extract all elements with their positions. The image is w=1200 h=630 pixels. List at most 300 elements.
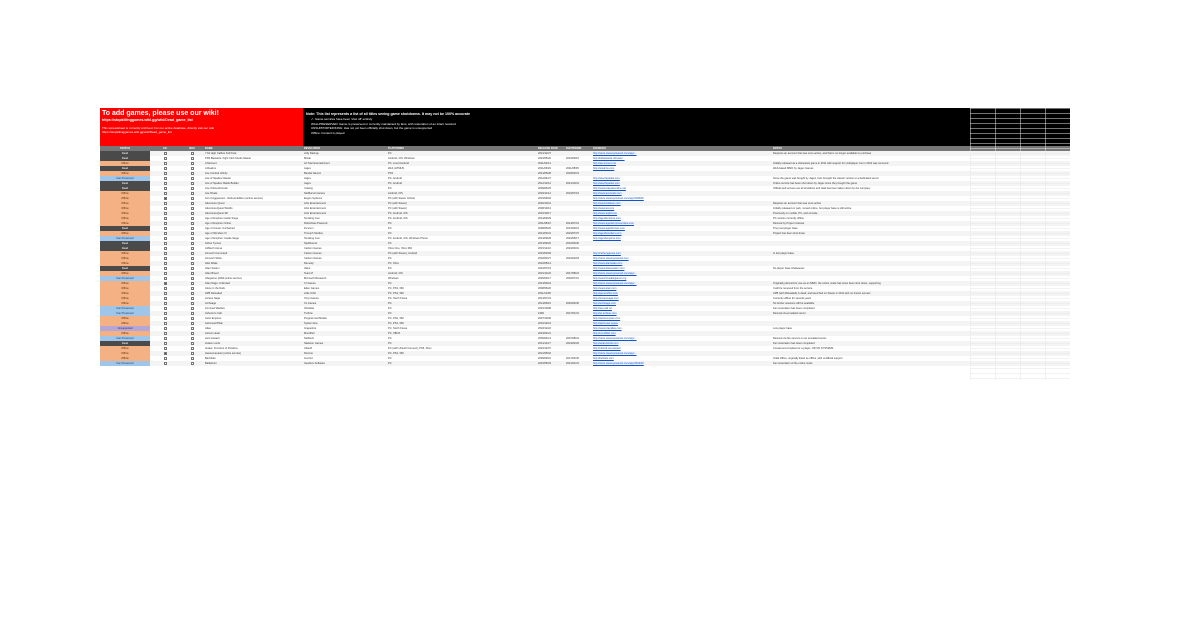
checkbox[interactable]: [191, 327, 194, 330]
checkbox[interactable]: [164, 197, 167, 200]
platform-cell: PC: [388, 307, 392, 310]
legend-item: ✓: Game services have been 'shut off' entirely: [311, 117, 373, 121]
status-cell: Dead: [100, 151, 150, 156]
checkbox[interactable]: [164, 312, 167, 315]
name-cell: Astro Empires: [205, 317, 222, 320]
notes-cell: Fan restoration has been completed: [773, 307, 815, 310]
notes-cell: Previously on mobile, PC, and console: [773, 212, 818, 215]
platform-cell: PC, PS4, 360: [388, 322, 404, 325]
platform-cell: PC, Linux/Android: [388, 162, 409, 165]
status-cell: Offline: [100, 301, 150, 306]
platform-cell: PC, PS4, 360: [388, 292, 404, 295]
platform-cell: PC: [388, 362, 392, 365]
notes-cell: Fan restoration has been completed: [773, 342, 815, 345]
status-cell: Offline: [100, 356, 150, 361]
release-cell: 2012/04/27: [538, 177, 551, 180]
checkbox[interactable]: [191, 217, 194, 220]
checkbox[interactable]: [164, 347, 167, 350]
name-cell: AdventureQuest 3D: [205, 212, 228, 215]
shutdown-cell: 2014/07/01: [566, 222, 579, 225]
shutdown-cell: 2013/09/01: [566, 227, 579, 230]
checkbox[interactable]: [191, 262, 194, 265]
checkbox[interactable]: [191, 172, 194, 175]
table-body: [100, 151, 1070, 366]
checkbox[interactable]: [164, 212, 167, 215]
platform-cell: PC: [388, 357, 392, 360]
name-cell: Avatar: Frontiers of Pandora: [205, 347, 238, 350]
notes-cell: Initially released on web, moved online, but player base is still active: [773, 207, 852, 210]
source-link[interactable]: http://badrats.com: [593, 357, 614, 360]
checkbox[interactable]: [164, 292, 167, 295]
release-cell: 2010/05/14: [538, 262, 551, 265]
status-cell: Dead: [100, 241, 150, 246]
platform-cell: Android, iOS: [388, 272, 403, 275]
shutdown-cell: 2019/07/07: [566, 232, 579, 235]
spreadsheet: [100, 108, 1070, 366]
checkbox[interactable]: [191, 362, 194, 365]
notes-cell: Online service has been shut down by Jagex since they bought the game: [773, 182, 858, 185]
checkbox[interactable]: [191, 157, 194, 160]
checkbox[interactable]: [191, 257, 194, 260]
checkbox[interactable]: [191, 267, 194, 270]
source-link[interactable]: http://www.atari.com: [593, 287, 617, 290]
release-cell: 2014/09/29: [538, 237, 551, 240]
checkbox[interactable]: [164, 302, 167, 305]
source-link[interactable]: http://www.freeallegiance.org: [593, 277, 627, 280]
checkbox[interactable]: [164, 267, 167, 270]
checkbox[interactable]: [191, 197, 194, 200]
checkbox[interactable]: [191, 202, 194, 205]
checkbox[interactable]: [164, 152, 167, 155]
name-cell: Ace of Spades Classic: [205, 177, 231, 180]
release-cell: 2011/08/16: [538, 222, 551, 225]
name-cell: Adventure Quest: [205, 202, 225, 205]
header-developer[interactable]: DEVELOPER: [304, 147, 320, 150]
checkbox[interactable]: [191, 297, 194, 300]
checkbox[interactable]: [164, 252, 167, 255]
checkbox[interactable]: [164, 157, 167, 160]
status-cell: Offline: [100, 346, 150, 351]
source-link[interactable]: http://www.battleon.com: [593, 202, 621, 205]
source-link[interactable]: http://www.playaceonline.net: [593, 187, 626, 190]
name-cell: Allegiance (2000 online service): [205, 277, 242, 280]
platform-cell: PC, Android, iOS, Windows Phone: [388, 237, 428, 240]
platform-cell: PC: [388, 267, 392, 270]
checkbox[interactable]: [164, 272, 167, 275]
notes-cell: No further sessions will be available: [773, 302, 815, 305]
checkbox[interactable]: [164, 277, 167, 280]
shutdown-cell: 2018/03/31: [566, 172, 579, 175]
source-link[interactable]: http://aceofspades.com: [593, 177, 620, 180]
developer-cell: Bandai Namco: [304, 172, 322, 175]
developer-cell: Grapeshot: [304, 327, 317, 330]
checkbox[interactable]: [191, 317, 194, 320]
developer-cell: Programmer/Mobile: [304, 317, 327, 320]
source-link[interactable]: http://www.aq.com: [593, 207, 615, 210]
checkbox[interactable]: [191, 287, 194, 290]
source-link[interactable]: http://astroempires.com: [593, 317, 621, 320]
checkbox[interactable]: [191, 212, 194, 215]
notes-cell: It will be removed from the service: [773, 287, 813, 290]
source-link[interactable]: http://store.steampowered.com/app/...: [593, 282, 637, 285]
source-link[interactable]: http://bitbastards.nl/news/...: [593, 157, 625, 160]
release-cell: 2014/11/17: [538, 342, 551, 345]
checkbox[interactable]: [164, 227, 167, 230]
checkbox[interactable]: [164, 202, 167, 205]
checkbox[interactable]: [164, 317, 167, 320]
name-cell: A Moment: [205, 162, 217, 165]
source-link[interactable]: http://arcanesaga.com: [593, 297, 619, 300]
checkbox[interactable]: [191, 192, 194, 195]
source-link[interactable]: http://carbongames.com: [593, 252, 621, 255]
source-link[interactable]: http://www.playatlas.com: [593, 327, 622, 330]
developer-cell: Remedy: [304, 262, 314, 265]
name-cell: Ace Online/Airrivals: [205, 187, 228, 190]
checkbox[interactable]: [164, 307, 167, 310]
notes-cell: Initially released as a shareware game in 2011 with support for multiplayer, but in 2014 was removed: [773, 162, 889, 165]
status-cell: Fan Preserved: [100, 306, 150, 311]
developer-cell: Artix Entertainment: [304, 207, 327, 210]
legend-item: WALLPRESERVED: Game is preserved or currently maintained by fans; with restoration of an intact restored: [311, 121, 456, 126]
source-link[interactable]: http://www.ageofconan.com: [593, 227, 625, 230]
check-cell[interactable]: [150, 361, 180, 366]
checkbox[interactable]: [191, 227, 194, 230]
box-cell[interactable]: [180, 361, 204, 366]
release-cell: 2012/12/12: [538, 182, 551, 185]
source-link[interactable]: http://store.steampowered.com: [593, 257, 629, 260]
name-cell: Airmech Command: [205, 252, 228, 255]
source-link[interactable]: http://asmoment.net: [593, 162, 616, 165]
developer-cell: Carbon Games: [304, 247, 322, 250]
status-cell: Offline: [100, 206, 150, 211]
source-link[interactable]: http://store.steampowered.com/app/...: [593, 337, 637, 340]
name-cell: Archeage: [205, 302, 217, 305]
checkbox[interactable]: [191, 252, 194, 255]
checkbox[interactable]: [191, 307, 194, 310]
checkbox[interactable]: [191, 272, 194, 275]
developer-cell: Eden Games: [304, 287, 320, 290]
developer-cell: Jagex: [304, 167, 311, 170]
checkbox[interactable]: [164, 287, 167, 290]
platform-cell: PC, Android, iOS: [388, 212, 408, 215]
header-notes[interactable]: NOTES: [773, 147, 782, 150]
developer-cell: NetDevil: [304, 337, 314, 340]
release-cell: 2008/10/13: [538, 207, 551, 210]
release-cell: 2016/03/09: [538, 252, 551, 255]
platform-cell: PC, PS4, 360: [388, 352, 404, 355]
checkbox[interactable]: [164, 337, 167, 340]
source-link[interactable]: http://ageofempires.com: [593, 217, 621, 220]
developer-cell: Smoking Gun: [304, 237, 320, 240]
developer-cell: NetMarvel Games: [304, 192, 325, 195]
checkbox[interactable]: [191, 302, 194, 305]
checkbox[interactable]: [191, 312, 194, 315]
developer-cell: Robot/Gas Powered: [304, 222, 328, 225]
checkbox[interactable]: [191, 247, 194, 250]
shutdown-cell: 2019/05/17: [566, 237, 579, 240]
source-link[interactable]: http://ageofempires.com: [593, 237, 621, 240]
checkbox[interactable]: [191, 292, 194, 295]
platform-cell: PC: [388, 222, 392, 225]
developer-cell: Microsoft Research: [304, 277, 327, 280]
status-cell: Offline: [100, 316, 150, 321]
status-cell: Dead: [100, 181, 150, 186]
release-cell: 2002/10/31: [538, 202, 551, 205]
release-cell: 2010/07/19: [538, 267, 551, 270]
legend-item: UNSUPPORTED/KING: Has not yet been officially shut down, but the game is unsupported: [311, 126, 433, 130]
release-cell: 2015/10/08: [538, 307, 551, 310]
release-cell: 2008/06/20: [538, 287, 551, 290]
banner-left: [100, 108, 303, 146]
platform-cell: PC: [388, 312, 392, 315]
header-name[interactable]: NAME: [205, 147, 213, 150]
status-cell: Offline: [100, 161, 150, 166]
name-cell: Arcane Saga: [205, 297, 220, 300]
source-link[interactable]: http://avalonlords.com: [593, 342, 619, 345]
source-link[interactable]: http://www.alienswarm.com: [593, 267, 625, 270]
checkbox[interactable]: [191, 277, 194, 280]
status-cell: Offline: [100, 296, 150, 301]
checkbox[interactable]: [164, 297, 167, 300]
checkbox[interactable]: [191, 357, 194, 360]
checkbox[interactable]: [191, 232, 194, 235]
source-link[interactable]: http://store.steampowered.com/app/...: [593, 352, 637, 355]
source-link[interactable]: http://ac.turbine.com: [593, 312, 617, 315]
release-cell: 2018/11/14: [538, 192, 551, 195]
release-cell: 2018/03/27: [538, 257, 551, 260]
checkbox[interactable]: [191, 242, 194, 245]
notes-cell: PC version currently offline: [773, 217, 804, 220]
checkbox[interactable]: [164, 167, 167, 170]
checkbox[interactable]: [164, 207, 167, 210]
developer-cell: Turbine: [304, 312, 313, 315]
source-link[interactable]: http://store.steampowered.com/app/...: [593, 152, 637, 155]
developer-cell: Skeleton Games: [304, 342, 324, 345]
developer-cell: Triumph Studios: [304, 232, 323, 235]
checkbox[interactable]: [164, 162, 167, 165]
release-cell: 2013/09/24: [538, 282, 551, 285]
disclaimer: Note: This list represents a list of all titles seeing game shutdowns. It may not be 100% accurate: [306, 112, 470, 116]
checkbox[interactable]: [191, 177, 194, 180]
checkbox[interactable]: [164, 182, 167, 185]
checkbox[interactable]: [164, 362, 167, 365]
checkbox[interactable]: [164, 262, 167, 265]
platform-cell: PC, Android: [388, 177, 402, 180]
source-link[interactable]: http://www.aq3d.com: [593, 212, 618, 215]
status-cell: Offline: [100, 231, 150, 236]
notes-cell: Project has been shut down: [773, 232, 806, 235]
header-platform[interactable]: PLATFORMS: [388, 147, 404, 150]
shutdown-cell: 2021/01/31: [566, 362, 579, 365]
release-cell: 2008/05/20: [538, 227, 551, 230]
notes-cell: Originally planned for use as an MMO, the online mode has since been shut down, supporting: [773, 282, 881, 285]
checkbox[interactable]: [191, 222, 194, 225]
checkbox[interactable]: [191, 207, 194, 210]
name-cell: Alien Rage: Unlimited: [205, 282, 230, 285]
name-cell: Astroneer/Plato: [205, 322, 223, 325]
checkbox[interactable]: [191, 152, 194, 155]
notes-cell: Initial offline, originally listed as offline, with unofficial support: [773, 357, 843, 360]
source-link[interactable]: http://ubisoft.com/avatar: [593, 347, 621, 350]
source-link[interactable]: http://store.steampowered.com/app/318020/: [593, 197, 644, 200]
source-link[interactable]: http://www.acerivals.com: [593, 192, 622, 195]
release-cell: 2011/02/14: [538, 162, 551, 165]
source-link[interactable]: http://archeage.com: [593, 302, 616, 305]
shutdown-cell: 2019/09/10: [566, 157, 579, 160]
archive-link[interactable]: https://stopkillinggames.wiki.gg/wiki/Dead_game_list: [102, 130, 172, 134]
name-cell: Alone in the Dark: [205, 287, 225, 290]
source-link[interactable]: http://www.ageofempiresonline.com: [593, 222, 634, 225]
source-link[interactable]: http://gamersfirst.com: [593, 292, 618, 295]
source-link[interactable]: http://www.alanwake.com: [593, 262, 623, 265]
platform-cell: PC, Android: [388, 182, 402, 185]
name-cell: Battleborn: [205, 362, 217, 365]
notes-cell: Since the game was bought by Jagex, fans brought the classic version to a dedicated server: [773, 177, 879, 180]
checkbox[interactable]: [191, 162, 194, 165]
checkbox[interactable]: [164, 322, 167, 325]
status-cell: Dead: [100, 186, 150, 191]
status-cell: Offline: [100, 171, 150, 176]
name-cell: Age of Empires Castle Siege: [205, 217, 239, 220]
checkbox[interactable]: [164, 342, 167, 345]
checkbox[interactable]: [191, 282, 194, 285]
checkbox[interactable]: [164, 217, 167, 220]
header-box[interactable]: BOX: [189, 147, 195, 150]
developer-cell: Invent4: [304, 357, 313, 360]
checkbox[interactable]: [164, 187, 167, 190]
developer-cell: Eugen Systems: [304, 197, 323, 200]
developer-cell: CI Games: [304, 282, 316, 285]
platform-cell: PC, North Korea: [388, 297, 408, 300]
developer-cell: Gearbox Software: [304, 362, 325, 365]
name-cell: A Realms: [205, 167, 217, 170]
developer-cell: Ubisoft: [304, 347, 313, 350]
header-shutdown[interactable]: SHUTDOWN: [566, 147, 582, 150]
checkbox[interactable]: [164, 247, 167, 250]
status-cell: Offline: [100, 211, 150, 216]
checkbox[interactable]: [164, 222, 167, 225]
checkbox[interactable]: [164, 177, 167, 180]
developer-cell: Jolly Ratings: [304, 152, 319, 155]
developer-cell: Art Star Entertainment: [304, 162, 330, 165]
notes-cell: In low player base: [773, 252, 794, 255]
name-cell: Alien Breed: [205, 272, 219, 275]
source-link[interactable]: http://astroneer.space: [593, 322, 618, 325]
shutdown-cell: 2019/02/20: [566, 342, 579, 345]
status-cell: Offline: [100, 271, 150, 276]
status-cell: Dead: [100, 166, 150, 171]
status-cell: Offline: [100, 331, 150, 336]
shutdown-cell: 2017/01/31: [566, 312, 579, 315]
platform-cell: Android, iOS, Windows: [388, 157, 415, 160]
source-link[interactable]: http://store.steampowered.com/app/394230/: [593, 362, 644, 365]
checkbox[interactable]: [164, 357, 167, 360]
platform-cell: PC: [388, 152, 392, 155]
platform-cell: PC, Android, iOS: [388, 217, 408, 220]
header-release[interactable]: RELEASE DATE: [538, 147, 558, 150]
notes-cell: They lost player base: [773, 227, 798, 230]
source-link[interactable]: http://mundfish.com: [593, 332, 616, 335]
header-status[interactable]: STATUS: [120, 147, 130, 150]
header-check[interactable]: CK: [163, 147, 167, 150]
checkbox[interactable]: [164, 237, 167, 240]
name-cell: Armored Warfare: [205, 307, 225, 310]
checkbox[interactable]: [164, 282, 167, 285]
checkbox[interactable]: [164, 242, 167, 245]
status-cell: Offline: [100, 286, 150, 291]
checkbox[interactable]: [191, 337, 194, 340]
platform-cell: Windows: [388, 277, 399, 280]
source-link[interactable]: http://ageofwonders.com: [593, 232, 622, 235]
header-sources[interactable]: SOURCES: [593, 147, 606, 150]
status-cell: Unsupported: [100, 326, 150, 331]
notes-cell: Low player base: [773, 327, 792, 330]
name-cell: Bad Rats: [205, 357, 216, 360]
name-cell: Ace of Spades: Battle Builder: [205, 182, 239, 185]
banner-right: [303, 108, 1070, 146]
table-row[interactable]: [100, 361, 1070, 366]
platform-cell: PC: [388, 342, 392, 345]
checkbox[interactable]: [164, 352, 167, 355]
shutdown-cell: 2013/10/31: [566, 182, 579, 185]
checkbox[interactable]: [164, 332, 167, 335]
name-cell: 8 Bit Bastards: Fight Club Studio Master: [205, 157, 252, 160]
checkbox[interactable]: [164, 192, 167, 195]
platform-cell: PC: [388, 227, 392, 230]
checkbox[interactable]: [164, 232, 167, 235]
checkbox[interactable]: [164, 327, 167, 330]
platform-cell: PC: [388, 302, 392, 305]
wiki-link[interactable]: https://stopkillinggames.wiki.gg/wiki/Dead_game_list: [102, 118, 193, 122]
platform-cell: PC (with Steam): [388, 207, 407, 210]
name-cell: Alien Swarm: [205, 267, 220, 270]
checkbox[interactable]: [191, 167, 194, 170]
release-cell: 2023/02/21: [538, 332, 551, 335]
status-cell: Offline: [100, 251, 150, 256]
developer-cell: Xinyi Games: [304, 297, 319, 300]
developer-cell: Mundfish: [304, 332, 315, 335]
checkbox[interactable]: [191, 187, 194, 190]
checkbox[interactable]: [191, 347, 194, 350]
checkbox[interactable]: [191, 182, 194, 185]
name-cell: Ace Rivals: [205, 192, 218, 195]
checkbox[interactable]: [191, 352, 194, 355]
checkbox[interactable]: [191, 322, 194, 325]
name-cell: Atlas: [205, 327, 211, 330]
shutdown-cell: 2002/07/01: [566, 277, 579, 280]
notes-cell: Web-based MMO by Jagex Games: [773, 167, 814, 170]
name-cell: Avalon Lords: [205, 342, 221, 345]
notes-cell: No player base whatsoever: [773, 267, 805, 270]
source-link[interactable]: http://aw.mail.ru/: [593, 307, 612, 310]
platform-cell: PC, PS4, 360: [388, 317, 404, 320]
status-cell: Offline: [100, 256, 150, 261]
shutdown-cell: 2011/08/05: [566, 167, 579, 170]
shutdown-cell: 2017/03/30: [566, 357, 579, 360]
checkbox[interactable]: [164, 172, 167, 175]
checkbox[interactable]: [191, 342, 194, 345]
source-link[interactable]: http://store.steampowered.com/app/...: [593, 272, 637, 275]
banner-title: To add games, please use our wiki!: [102, 110, 219, 117]
source-link[interactable]: http://arealms.com: [593, 167, 615, 170]
checkbox[interactable]: [164, 257, 167, 260]
release-cell: 2013/12/27: [538, 152, 551, 155]
checkbox[interactable]: [191, 237, 194, 240]
status-cell: Fan Preserved: [100, 311, 150, 316]
platform-cell: Xbox One, Xbox 360: [388, 247, 412, 250]
source-link[interactable]: http://aceofspades.com: [593, 182, 620, 185]
checkbox[interactable]: [191, 332, 194, 335]
